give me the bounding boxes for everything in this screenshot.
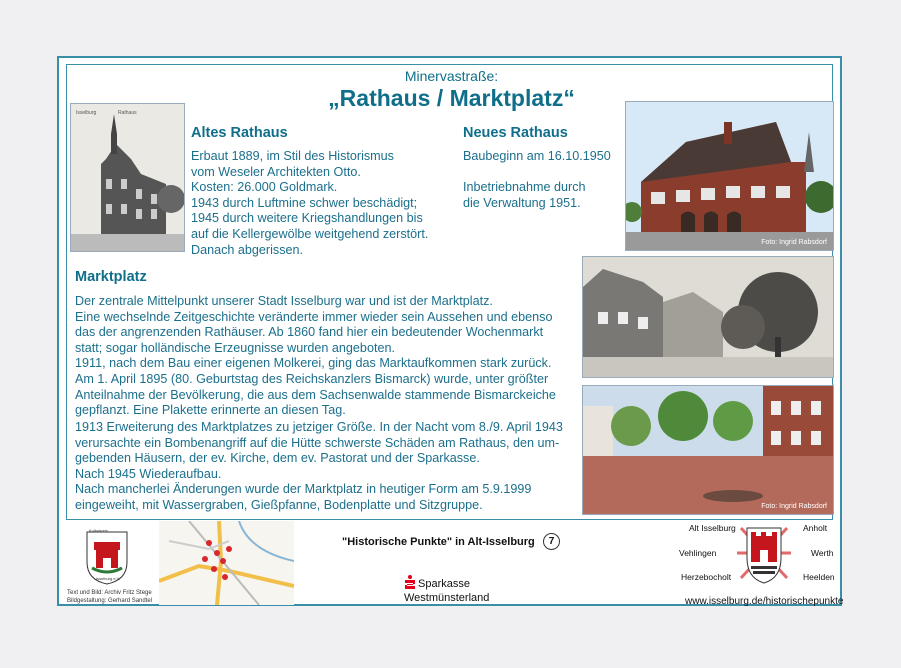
market-photo-credit: Foto: Ingrid Rabsdorf [761, 503, 827, 510]
sparkasse-s-icon [404, 575, 416, 589]
new-rathaus-photo [625, 101, 834, 251]
website-url[interactable]: www.isselburg.de/historischepunkte [685, 596, 844, 607]
crest-bottom-text: Isselburg e.V. [96, 576, 121, 581]
old-photo-label-right: Rathaus [118, 110, 137, 116]
station-number-badge: 7 [543, 533, 560, 550]
sparkasse-region: Westmünsterland [404, 592, 490, 604]
town-anholt: Anholt [803, 523, 828, 533]
town-werth: Werth [811, 548, 834, 558]
sign-panel [57, 56, 842, 606]
town-heelden: Heelden [803, 572, 835, 582]
neues-rathaus-text: Baubeginn am 16.10.1950 Inbetriebnahme durch die Verwaltung 1951. [463, 149, 611, 210]
credits-line1: Text und Bild: Archiv Fritz Stege [67, 590, 152, 596]
kulturkreis-crest [84, 528, 130, 586]
street-name: Minervastraße: [404, 68, 499, 84]
map-drawing [159, 521, 294, 605]
isselburg-coat-of-arms-icon [737, 520, 791, 586]
series-label: "Historische Punkte" in Alt-Isselburg [342, 536, 535, 548]
town-vehlingen: Vehlingen [679, 548, 717, 558]
neues-rathaus-heading: Neues Rathaus [463, 125, 568, 141]
altes-rathaus-text: Erbaut 1889, im Stil des Historismus vom Weseler Architekten Otto. Kosten: 26.000 Goldmark. 1943 durch Luftmine schwer beschädigt; 1945 durch weitere Kriegshandlungen bis auf die Kellergewölbe weitgehend zerstört. Danach abgerissen. [191, 149, 429, 257]
town-compass [675, 520, 840, 590]
modern-market-drawing [583, 386, 834, 515]
sparkasse-name: Sparkasse [418, 578, 470, 590]
modern-market-photo [582, 385, 834, 515]
old-rathaus-drawing [71, 104, 185, 252]
marktplatz-para2: 1913 Erweiterung des Marktplatzes zu jetziger Größe. In der Nacht vom 8./9. April 1943 verursachte ein Bombenangriff auf die Hütte schwerste Schäden am Rathaus, den um- gebenden Häusern, der ev. Kirche, dem ev. Pastorat und der Sparkasse. Nach 1945 Wiederaufbau. Nach mancherlei Änderungen wurde der Marktplatz in heutiger Form am 5.9.1999 eingeweiht, mit Wassergraben, Gießpfanne, Bodenplatte und Sitzgruppe. [75, 420, 563, 512]
old-photo-label-left: Isselburg [76, 110, 97, 116]
historic-market-drawing [583, 257, 834, 378]
new-rathaus-drawing [626, 102, 834, 251]
marktplatz-para1: Der zentrale Mittelpunkt unserer Stadt Isselburg war und ist der Marktplatz. Eine wechselnde Zeitgeschichte veränderte immer wieder sein Aussehen und ebenso das der angrenzenden Rathäuser. Ab 1860 fand hier ein bedeutender Wochenmarkt statt; sogar holländische Erzeugnisse wurden angeboten. 1911, nach dem Bau einer eigenen Molkerei, ging das Marktaufkommen stark zurück. Am 1. April 1895 (80. Geburtstag des Reichskanzlers Bismarck) wurde, unter größter Anteilnahme der Bevölkerung, die aus dem Sachsenwalde stammende Bismarckeiche gepflanzt. Eine Plakette erinnerte an diesen Tag. [75, 294, 556, 418]
credits-line2: Bildgestaltung: Gerhard Sandtel [67, 598, 153, 604]
marktplatz-heading: Marktplatz [75, 269, 147, 285]
town-alt-isselburg: Alt Isselburg [689, 523, 736, 533]
crest-top-text: Kulturkreis [89, 528, 108, 533]
town-herzebocholt: Herzebocholt [681, 572, 732, 582]
new-rathaus-photo-credit: Foto: Ingrid Rabsdorf [761, 239, 827, 246]
altes-rathaus-heading: Altes Rathaus [191, 125, 288, 141]
historic-market-photo [582, 256, 834, 378]
page-title: „Rathaus / Marktplatz“ [328, 85, 575, 111]
location-map [159, 521, 294, 605]
old-rathaus-photo [70, 103, 185, 252]
sparkasse-logo [404, 575, 416, 589]
